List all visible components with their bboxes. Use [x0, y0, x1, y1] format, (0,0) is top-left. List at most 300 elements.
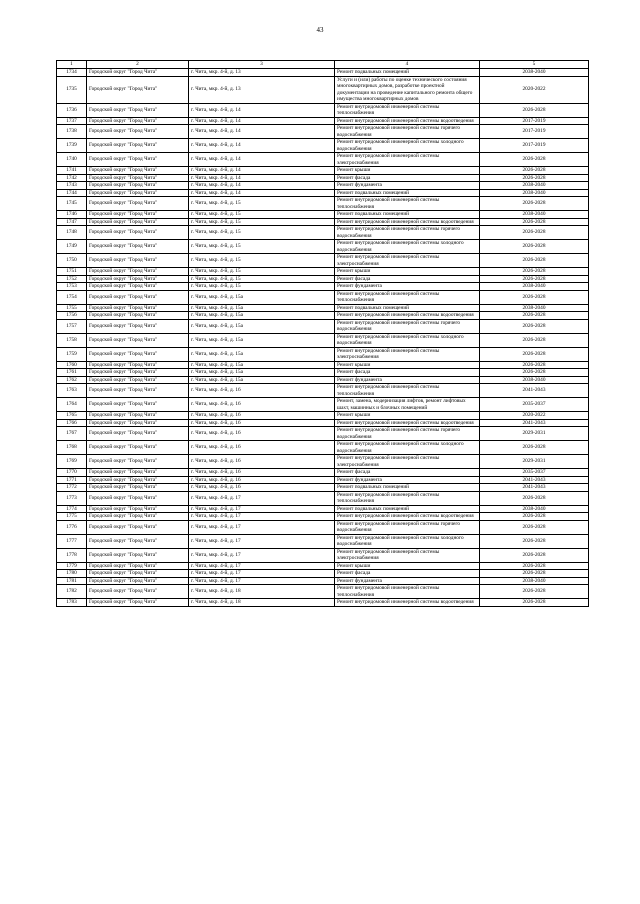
page-number: 43 — [316, 26, 324, 34]
municipality-cell: Городской округ "Город Чита" — [87, 548, 189, 562]
table-row — [57, 290, 589, 304]
municipality-cell: Городской округ "Город Чита" — [87, 174, 189, 182]
address-cell: г. Чита, мкр. 4-й, д. 16 — [189, 441, 335, 455]
row-number-cell: 1781 — [57, 577, 87, 585]
table-row — [57, 398, 589, 412]
work-type-cell: Ремонт внутридомовой инженерной системы электроснабжения — [335, 153, 480, 167]
table-row — [57, 505, 589, 513]
planned-period-cell: 2026-2028 — [480, 570, 589, 578]
address-cell: г. Чита, мкр. 4-й, д. 15а — [189, 333, 335, 347]
planned-period-cell: 2041-2043 — [480, 384, 589, 398]
planned-period-cell: 2026-2028 — [480, 103, 589, 117]
planned-period-cell: 2026-2028 — [480, 347, 589, 361]
table-row — [57, 513, 589, 521]
table-row — [57, 197, 589, 211]
row-number-cell: 1773 — [57, 491, 87, 505]
row-number-cell: 1776 — [57, 520, 87, 534]
row-number-cell: 1739 — [57, 139, 87, 153]
table-row — [57, 218, 589, 226]
planned-period-cell: 2026-2028 — [480, 240, 589, 254]
address-cell: г. Чита, мкр. 4-й, д. 18 — [189, 599, 335, 607]
row-number-cell: 1775 — [57, 513, 87, 521]
work-type-cell: Ремонт внутридомовой инженерной системы горячего водоснабжения — [335, 125, 480, 139]
address-cell: г. Чита, мкр. 4-й, д. 15 — [189, 283, 335, 291]
address-cell: г. Чита, мкр. 4-й, д. 18 — [189, 585, 335, 599]
planned-period-cell: 2038-2040 — [480, 304, 589, 312]
planned-period-cell: 2026-2028 — [480, 491, 589, 505]
work-type-cell: Ремонт фасада — [335, 174, 480, 182]
address-cell: г. Чита, мкр. 4-й, д. 15 — [189, 254, 335, 268]
planned-period-cell: 2026-2028 — [480, 312, 589, 320]
planned-period-cell: 2017-2019 — [480, 117, 589, 125]
row-number-cell: 1753 — [57, 283, 87, 291]
address-cell: г. Чита, мкр. 4-й, д. 14 — [189, 182, 335, 190]
work-type-cell: Ремонт фундамента — [335, 476, 480, 484]
column-header: 4 — [335, 61, 480, 69]
row-number-cell: 1749 — [57, 240, 87, 254]
planned-period-cell: 2026-2028 — [480, 218, 589, 226]
table-row — [57, 117, 589, 125]
municipality-cell: Городской округ "Город Чита" — [87, 491, 189, 505]
row-number-cell: 1746 — [57, 211, 87, 219]
planned-period-cell: 2026-2028 — [480, 319, 589, 333]
row-number-cell: 1742 — [57, 174, 87, 182]
work-type-cell: Ремонт подвальных помещений — [335, 211, 480, 219]
row-number-cell: 1777 — [57, 534, 87, 548]
municipality-cell: Городской округ "Город Чита" — [87, 455, 189, 469]
table-row — [57, 153, 589, 167]
municipality-cell: Городской округ "Город Чита" — [87, 125, 189, 139]
address-cell: г. Чита, мкр. 4-й, д. 16 — [189, 476, 335, 484]
work-type-cell: Ремонт внутридомовой инженерной системы теплоснабжения — [335, 103, 480, 117]
work-type-cell: Ремонт внутридомовой инженерной системы холодного водоснабжения — [335, 240, 480, 254]
row-number-cell: 1770 — [57, 469, 87, 477]
work-type-cell: Ремонт внутридомовой инженерной системы теплоснабжения — [335, 491, 480, 505]
planned-period-cell: 2041-2043 — [480, 484, 589, 492]
address-cell: г. Чита, мкр. 4-й, д. 16 — [189, 427, 335, 441]
address-cell: г. Чита, мкр. 4-й, д. 15 — [189, 211, 335, 219]
address-cell: г. Чита, мкр. 4-й, д. 15 — [189, 240, 335, 254]
table-row — [57, 312, 589, 320]
table-row — [57, 268, 589, 276]
planned-period-cell: 2026-2028 — [480, 167, 589, 175]
municipality-cell: Городской округ "Город Чита" — [87, 312, 189, 320]
municipality-cell: Городской округ "Город Чита" — [87, 476, 189, 484]
column-header: 5 — [480, 61, 589, 69]
address-cell: г. Чита, мкр. 4-й, д. 15а — [189, 319, 335, 333]
address-cell: г. Чита, мкр. 4-й, д. 16 — [189, 412, 335, 420]
municipality-cell: Городской округ "Город Чита" — [87, 599, 189, 607]
row-number-cell: 1750 — [57, 254, 87, 268]
municipality-cell: Городской округ "Город Чита" — [87, 484, 189, 492]
table-row — [57, 384, 589, 398]
planned-period-cell: 2038-2040 — [480, 577, 589, 585]
work-type-cell: Ремонт внутридомовой инженерной системы холодного водоснабжения — [335, 333, 480, 347]
address-cell: г. Чита, мкр. 4-й, д. 16 — [189, 419, 335, 427]
row-number-cell: 1740 — [57, 153, 87, 167]
table-row — [57, 304, 589, 312]
header-row — [57, 61, 589, 69]
table-row — [57, 125, 589, 139]
municipality-cell: Городской округ "Город Чита" — [87, 427, 189, 441]
municipality-cell: Городской округ "Город Чита" — [87, 103, 189, 117]
planned-period-cell: 2026-2028 — [480, 174, 589, 182]
table-row — [57, 599, 589, 607]
table-row — [57, 275, 589, 283]
repair-schedule-table — [56, 60, 589, 607]
work-type-cell: Ремонт подвальных помещений — [335, 69, 480, 77]
table-row — [57, 211, 589, 219]
work-type-cell: Ремонт внутридомовой инженерной системы водоотведения — [335, 117, 480, 125]
municipality-cell: Городской округ "Город Чита" — [87, 139, 189, 153]
address-cell: г. Чита, мкр. 4-й, д. 16 — [189, 455, 335, 469]
address-cell: г. Чита, мкр. 4-й, д. 17 — [189, 491, 335, 505]
row-number-cell: 1757 — [57, 319, 87, 333]
planned-period-cell: 2017-2019 — [480, 139, 589, 153]
table-row — [57, 76, 589, 103]
planned-period-cell: 2026-2028 — [480, 534, 589, 548]
table-row — [57, 577, 589, 585]
address-cell: г. Чита, мкр. 4-й, д. 15а — [189, 369, 335, 377]
address-cell: г. Чита, мкр. 4-й, д. 14 — [189, 139, 335, 153]
planned-period-cell: 2026-2028 — [480, 599, 589, 607]
municipality-cell: Городской округ "Город Чита" — [87, 419, 189, 427]
table-row — [57, 369, 589, 377]
row-number-cell: 1758 — [57, 333, 87, 347]
planned-period-cell: 2026-2028 — [480, 361, 589, 369]
address-cell: г. Чита, мкр. 4-й, д. 17 — [189, 548, 335, 562]
work-type-cell: Услуги и (или) работы по оценке технического состояния многоквартирных домов, разработке проектной документации на проведение капитального ремонта общего имущества многоквартирных домов — [335, 76, 480, 103]
planned-period-cell: 2026-2028 — [480, 369, 589, 377]
address-cell: г. Чита, мкр. 4-й, д. 14 — [189, 174, 335, 182]
address-cell: г. Чита, мкр. 4-й, д. 13 — [189, 69, 335, 77]
table-row — [57, 226, 589, 240]
work-type-cell: Ремонт подвальных помещений — [335, 505, 480, 513]
work-type-cell: Ремонт внутридомовой инженерной системы теплоснабжения — [335, 290, 480, 304]
address-cell: г. Чита, мкр. 4-й, д. 15а — [189, 290, 335, 304]
row-number-cell: 1734 — [57, 69, 87, 77]
row-number-cell: 1748 — [57, 226, 87, 240]
table-row — [57, 103, 589, 117]
municipality-cell: Городской округ "Город Чита" — [87, 398, 189, 412]
work-type-cell: Ремонт внутридомовой инженерной системы горячего водоснабжения — [335, 226, 480, 240]
planned-period-cell: 2026-2028 — [480, 513, 589, 521]
municipality-cell: Городской округ "Город Чита" — [87, 117, 189, 125]
row-number-cell: 1745 — [57, 197, 87, 211]
address-cell: г. Чита, мкр. 4-й, д. 15 — [189, 268, 335, 276]
row-number-cell: 1755 — [57, 304, 87, 312]
row-number-cell: 1764 — [57, 398, 87, 412]
table-row — [57, 240, 589, 254]
row-number-cell: 1738 — [57, 125, 87, 139]
planned-period-cell: 2038-2040 — [480, 376, 589, 384]
row-number-cell: 1780 — [57, 570, 87, 578]
row-number-cell: 1741 — [57, 167, 87, 175]
table-row — [57, 333, 589, 347]
planned-period-cell: 2029-2031 — [480, 427, 589, 441]
table-row — [57, 69, 589, 77]
municipality-cell: Городской округ "Город Чита" — [87, 361, 189, 369]
work-type-cell: Ремонт внутридомовой инженерной системы электроснабжения — [335, 455, 480, 469]
planned-period-cell: 2041-2043 — [480, 419, 589, 427]
table-row — [57, 534, 589, 548]
address-cell: г. Чита, мкр. 4-й, д. 17 — [189, 577, 335, 585]
address-cell: г. Чита, мкр. 4-й, д. 16 — [189, 469, 335, 477]
planned-period-cell: 2038-2040 — [480, 189, 589, 197]
address-cell: г. Чита, мкр. 4-й, д. 15а — [189, 312, 335, 320]
municipality-cell: Городской округ "Город Чита" — [87, 69, 189, 77]
row-number-cell: 1736 — [57, 103, 87, 117]
municipality-cell: Городской округ "Город Чита" — [87, 441, 189, 455]
municipality-cell: Городской округ "Город Чита" — [87, 570, 189, 578]
address-cell: г. Чита, мкр. 4-й, д. 15 — [189, 226, 335, 240]
municipality-cell: Городской округ "Город Чита" — [87, 369, 189, 377]
table-row — [57, 469, 589, 477]
table-row — [57, 174, 589, 182]
column-header: 1 — [57, 61, 87, 69]
planned-period-cell: 2038-2040 — [480, 283, 589, 291]
row-number-cell: 1747 — [57, 218, 87, 226]
address-cell: г. Чита, мкр. 4-й, д. 15а — [189, 376, 335, 384]
address-cell: г. Чита, мкр. 4-й, д. 16 — [189, 398, 335, 412]
municipality-cell: Городской округ "Город Чита" — [87, 290, 189, 304]
table-row — [57, 476, 589, 484]
table-row — [57, 491, 589, 505]
row-number-cell: 1767 — [57, 427, 87, 441]
municipality-cell: Городской округ "Город Чита" — [87, 240, 189, 254]
work-type-cell: Ремонт внутридомовой инженерной системы холодного водоснабжения — [335, 139, 480, 153]
municipality-cell: Городской округ "Город Чита" — [87, 283, 189, 291]
municipality-cell: Городской округ "Город Чита" — [87, 76, 189, 103]
work-type-cell: Ремонт внутридомовой инженерной системы водоотведения — [335, 419, 480, 427]
planned-period-cell: 2026-2028 — [480, 197, 589, 211]
work-type-cell: Ремонт внутридомовой инженерной системы теплоснабжения — [335, 585, 480, 599]
row-number-cell: 1752 — [57, 275, 87, 283]
address-cell: г. Чита, мкр. 4-й, д. 13 — [189, 76, 335, 103]
row-number-cell: 1772 — [57, 484, 87, 492]
table-row — [57, 484, 589, 492]
table-row — [57, 283, 589, 291]
work-type-cell: Ремонт внутридомовой инженерной системы теплоснабжения — [335, 197, 480, 211]
municipality-cell: Городской округ "Город Чита" — [87, 347, 189, 361]
work-type-cell: Ремонт, замена, модернизация лифтов, ремонт лифтовых шахт, машинных и блочных помещений — [335, 398, 480, 412]
work-type-cell: Ремонт фундамента — [335, 376, 480, 384]
address-cell: г. Чита, мкр. 4-й, д. 17 — [189, 505, 335, 513]
table-row — [57, 441, 589, 455]
column-header: 3 — [189, 61, 335, 69]
planned-period-cell: 2026-2028 — [480, 254, 589, 268]
planned-period-cell: 2026-2028 — [480, 226, 589, 240]
planned-period-cell: 2026-2028 — [480, 153, 589, 167]
address-cell: г. Чита, мкр. 4-й, д. 16 — [189, 384, 335, 398]
table-row — [57, 376, 589, 384]
row-number-cell: 1778 — [57, 548, 87, 562]
table-row — [57, 254, 589, 268]
work-type-cell: Ремонт внутридомовой инженерной системы теплоснабжения — [335, 384, 480, 398]
planned-period-cell: 2038-2040 — [480, 505, 589, 513]
work-type-cell: Ремонт внутридомовой инженерной системы горячего водоснабжения — [335, 427, 480, 441]
municipality-cell: Городской округ "Город Чита" — [87, 153, 189, 167]
row-number-cell: 1756 — [57, 312, 87, 320]
row-number-cell: 1766 — [57, 419, 87, 427]
municipality-cell: Городской округ "Город Чита" — [87, 520, 189, 534]
address-cell: г. Чита, мкр. 4-й, д. 14 — [189, 103, 335, 117]
municipality-cell: Городской округ "Город Чита" — [87, 304, 189, 312]
row-number-cell: 1735 — [57, 76, 87, 103]
planned-period-cell: 2026-2028 — [480, 548, 589, 562]
work-type-cell: Ремонт крыши — [335, 361, 480, 369]
planned-period-cell: 2041-2043 — [480, 476, 589, 484]
municipality-cell: Городской округ "Город Чита" — [87, 585, 189, 599]
planned-period-cell: 2038-2040 — [480, 69, 589, 77]
table-row — [57, 548, 589, 562]
work-type-cell: Ремонт подвальных помещений — [335, 189, 480, 197]
municipality-cell: Городской округ "Город Чита" — [87, 254, 189, 268]
municipality-cell: Городской округ "Город Чита" — [87, 182, 189, 190]
address-cell: г. Чита, мкр. 4-й, д. 14 — [189, 153, 335, 167]
planned-period-cell: 2026-2028 — [480, 585, 589, 599]
row-number-cell: 1763 — [57, 384, 87, 398]
table-row — [57, 189, 589, 197]
address-cell: г. Чита, мкр. 4-й, д. 14 — [189, 125, 335, 139]
planned-period-cell: 2026-2028 — [480, 275, 589, 283]
work-type-cell: Ремонт внутридомовой инженерной системы холодного водоснабжения — [335, 534, 480, 548]
planned-period-cell: 2035-2037 — [480, 469, 589, 477]
table-row — [57, 562, 589, 570]
work-type-cell: Ремонт подвальных помещений — [335, 304, 480, 312]
planned-period-cell: 2020-2022 — [480, 412, 589, 420]
table-row — [57, 455, 589, 469]
work-type-cell: Ремонт внутридомовой инженерной системы водоотведения — [335, 312, 480, 320]
address-cell: г. Чита, мкр. 4-й, д. 17 — [189, 520, 335, 534]
work-type-cell: Ремонт крыши — [335, 562, 480, 570]
work-type-cell: Ремонт внутридомовой инженерной системы холодного водоснабжения — [335, 441, 480, 455]
municipality-cell: Городской округ "Город Чита" — [87, 268, 189, 276]
planned-period-cell: 2038-2040 — [480, 182, 589, 190]
table-row — [57, 319, 589, 333]
address-cell: г. Чита, мкр. 4-й, д. 14 — [189, 117, 335, 125]
row-number-cell: 1782 — [57, 585, 87, 599]
table-row — [57, 419, 589, 427]
work-type-cell: Ремонт внутридомовой инженерной системы водоотведения — [335, 513, 480, 521]
table-row — [57, 585, 589, 599]
work-type-cell: Ремонт внутридомовой инженерной системы электроснабжения — [335, 347, 480, 361]
work-type-cell: Ремонт внутридомовой инженерной системы водоотведения — [335, 218, 480, 226]
municipality-cell: Городской округ "Город Чита" — [87, 505, 189, 513]
row-number-cell: 1769 — [57, 455, 87, 469]
work-type-cell: Ремонт крыши — [335, 167, 480, 175]
table-row — [57, 167, 589, 175]
planned-period-cell: 2026-2028 — [480, 520, 589, 534]
work-type-cell: Ремонт внутридомовой инженерной системы электроснабжения — [335, 548, 480, 562]
municipality-cell: Городской округ "Город Чита" — [87, 469, 189, 477]
municipality-cell: Городской округ "Город Чита" — [87, 513, 189, 521]
column-header: 2 — [87, 61, 189, 69]
municipality-cell: Городской округ "Город Чита" — [87, 384, 189, 398]
address-cell: г. Чита, мкр. 4-й, д. 15а — [189, 361, 335, 369]
row-number-cell: 1768 — [57, 441, 87, 455]
row-number-cell: 1754 — [57, 290, 87, 304]
row-number-cell: 1774 — [57, 505, 87, 513]
work-type-cell: Ремонт внутридомовой инженерной системы горячего водоснабжения — [335, 319, 480, 333]
planned-period-cell: 2026-2028 — [480, 290, 589, 304]
table-row — [57, 139, 589, 153]
work-type-cell: Ремонт фасада — [335, 469, 480, 477]
work-type-cell: Ремонт фундамента — [335, 182, 480, 190]
table-row — [57, 427, 589, 441]
work-type-cell: Ремонт фасада — [335, 369, 480, 377]
planned-period-cell: 2017-2019 — [480, 125, 589, 139]
municipality-cell: Городской округ "Город Чита" — [87, 562, 189, 570]
municipality-cell: Городской округ "Город Чита" — [87, 319, 189, 333]
planned-period-cell: 2026-2028 — [480, 333, 589, 347]
address-cell: г. Чита, мкр. 4-й, д. 17 — [189, 562, 335, 570]
work-type-cell: Ремонт подвальных помещений — [335, 484, 480, 492]
row-number-cell: 1759 — [57, 347, 87, 361]
municipality-cell: Городской округ "Город Чита" — [87, 534, 189, 548]
address-cell: г. Чита, мкр. 4-й, д. 15а — [189, 347, 335, 361]
municipality-cell: Городской округ "Город Чита" — [87, 218, 189, 226]
address-cell: г. Чита, мкр. 4-й, д. 17 — [189, 513, 335, 521]
address-cell: г. Чита, мкр. 4-й, д. 17 — [189, 570, 335, 578]
work-type-cell: Ремонт фасада — [335, 275, 480, 283]
row-number-cell: 1762 — [57, 376, 87, 384]
row-number-cell: 1743 — [57, 182, 87, 190]
municipality-cell: Городской округ "Город Чита" — [87, 333, 189, 347]
address-cell: г. Чита, мкр. 4-й, д. 14 — [189, 167, 335, 175]
table-row — [57, 361, 589, 369]
table-row — [57, 570, 589, 578]
planned-period-cell: 2029-2031 — [480, 455, 589, 469]
table-row — [57, 412, 589, 420]
planned-period-cell: 2035-2037 — [480, 398, 589, 412]
municipality-cell: Городской округ "Город Чита" — [87, 412, 189, 420]
address-cell: г. Чита, мкр. 4-й, д. 15а — [189, 304, 335, 312]
municipality-cell: Городской округ "Город Чита" — [87, 167, 189, 175]
table-row — [57, 520, 589, 534]
row-number-cell: 1765 — [57, 412, 87, 420]
row-number-cell: 1779 — [57, 562, 87, 570]
address-cell: г. Чита, мкр. 4-й, д. 14 — [189, 189, 335, 197]
work-type-cell: Ремонт внутридомовой инженерной системы горячего водоснабжения — [335, 520, 480, 534]
row-number-cell: 1751 — [57, 268, 87, 276]
work-type-cell: Ремонт внутридомовой инженерной системы водоотведения — [335, 599, 480, 607]
address-cell: г. Чита, мкр. 4-й, д. 15 — [189, 275, 335, 283]
planned-period-cell: 2026-2028 — [480, 562, 589, 570]
table-row — [57, 347, 589, 361]
work-type-cell: Ремонт фундамента — [335, 283, 480, 291]
municipality-cell: Городской округ "Город Чита" — [87, 376, 189, 384]
row-number-cell: 1737 — [57, 117, 87, 125]
row-number-cell: 1760 — [57, 361, 87, 369]
row-number-cell: 1761 — [57, 369, 87, 377]
planned-period-cell: 2026-2028 — [480, 268, 589, 276]
row-number-cell: 1783 — [57, 599, 87, 607]
municipality-cell: Городской округ "Город Чита" — [87, 189, 189, 197]
municipality-cell: Городской округ "Город Чита" — [87, 577, 189, 585]
planned-period-cell: 2038-2040 — [480, 211, 589, 219]
work-type-cell: Ремонт внутридомовой инженерной системы электроснабжения — [335, 254, 480, 268]
address-cell: г. Чита, мкр. 4-й, д. 15 — [189, 218, 335, 226]
row-number-cell: 1744 — [57, 189, 87, 197]
municipality-cell: Городской округ "Город Чита" — [87, 226, 189, 240]
work-type-cell: Ремонт фундамента — [335, 577, 480, 585]
address-cell: г. Чита, мкр. 4-й, д. 16 — [189, 484, 335, 492]
municipality-cell: Городской округ "Город Чита" — [87, 211, 189, 219]
work-type-cell: Ремонт крыши — [335, 268, 480, 276]
row-number-cell: 1771 — [57, 476, 87, 484]
address-cell: г. Чита, мкр. 4-й, д. 17 — [189, 534, 335, 548]
